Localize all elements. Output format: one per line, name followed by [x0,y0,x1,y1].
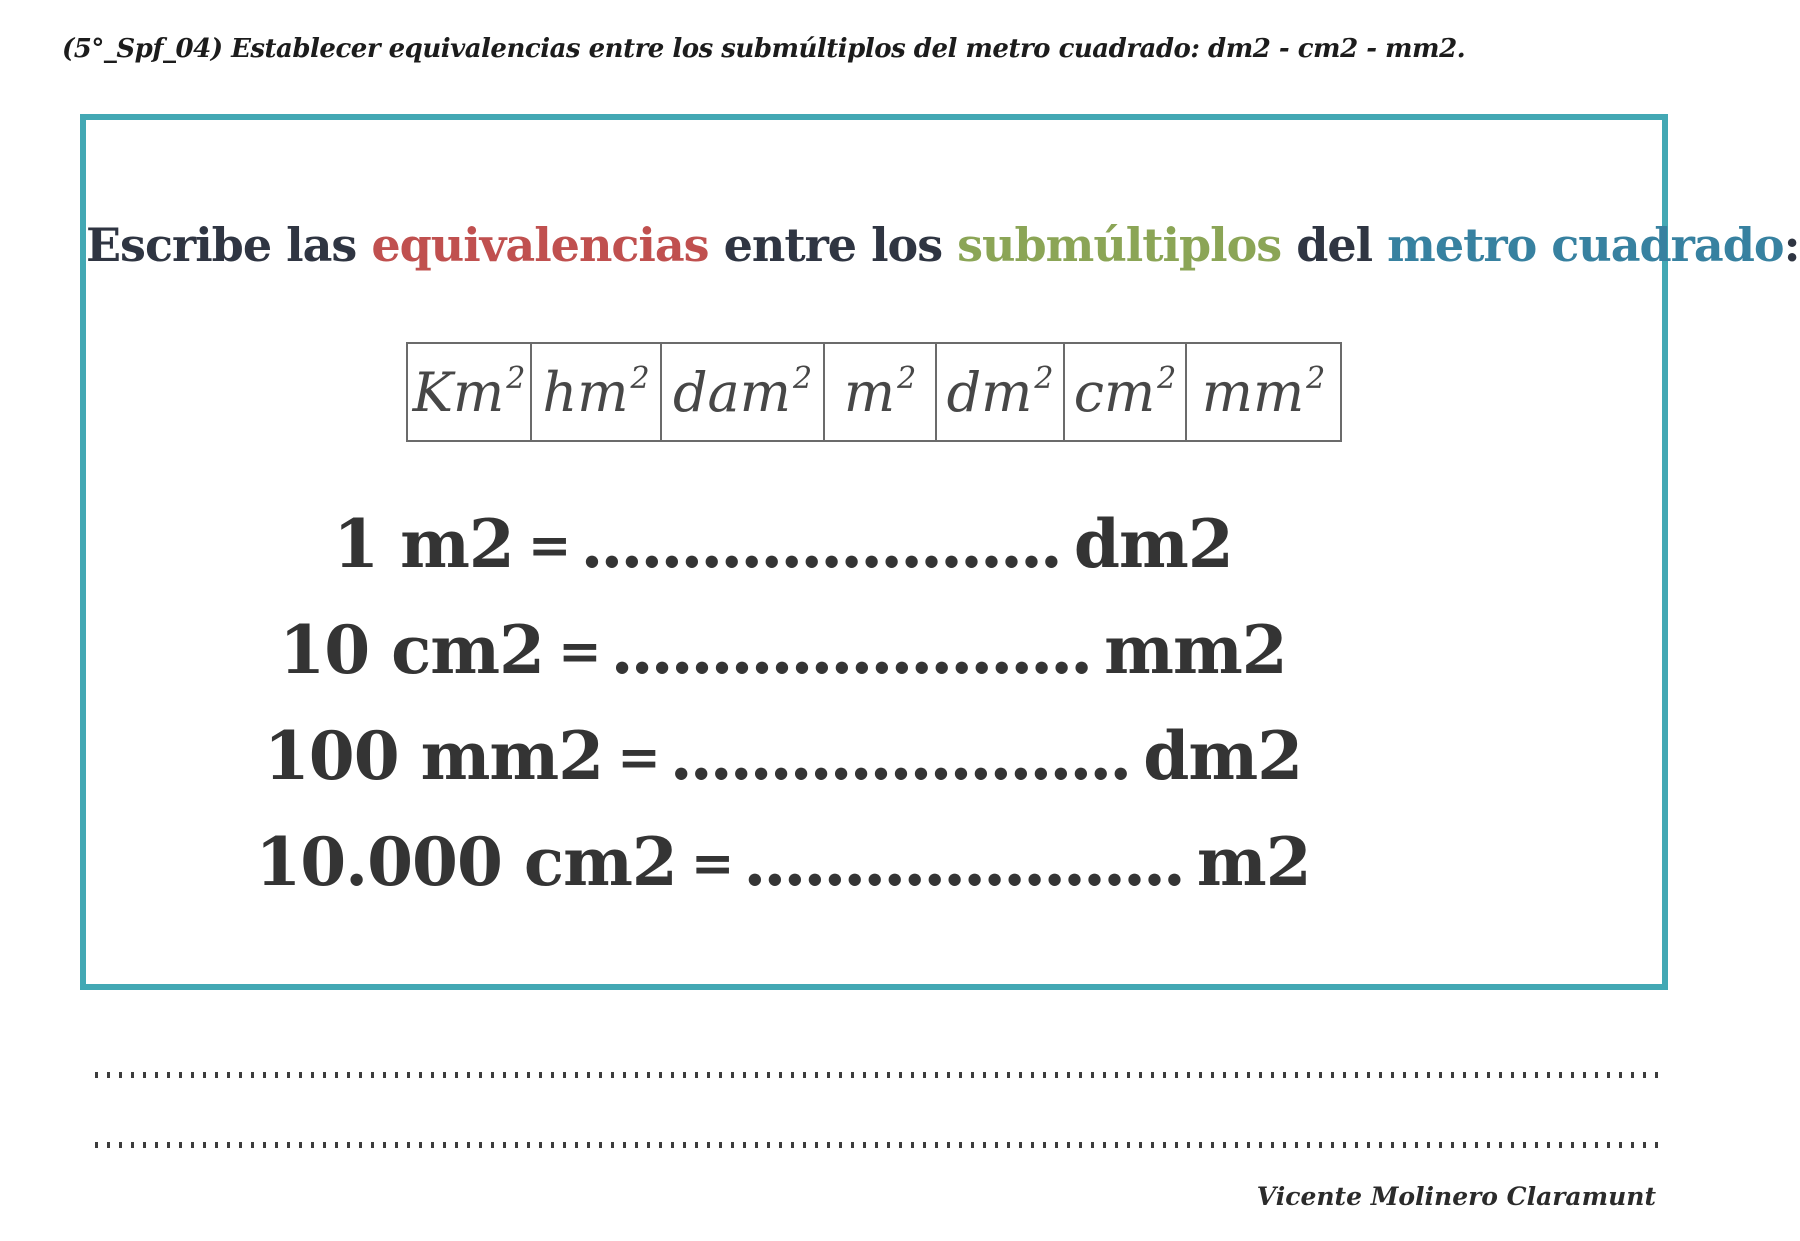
title-part-submultiplos: submúltiplos [957,218,1282,272]
equation-row-2 [86,598,1480,704]
unit-exponent: 2 [1157,360,1177,396]
author-signature: Vicente Molinero Claramunt [1256,1182,1656,1211]
units-table [86,342,1662,442]
worksheet-frame [80,114,1800,990]
worksheet-title [86,216,1800,274]
unit-label: mm [1201,360,1305,424]
assignment-code-title: (5°_Spf_04) Establecer equivalencias entre los submúltiplos del metro cuadrado: dm2 - cm2 - mm2. [62,34,1466,64]
equation-lhs: 10.000 cm2 [255,823,677,901]
equation-row-3 [86,704,1480,810]
title-part-3: entre los [708,218,958,272]
answer-blank-dots[interactable]: ....................... [669,717,1130,795]
equation-lhs: 100 mm2 [263,717,604,795]
answer-blank-dots[interactable]: ........................ [580,505,1060,583]
title-part-5: del [1281,218,1388,272]
equation-lhs: 10 cm2 [279,611,545,689]
unit-exponent: 2 [792,360,813,396]
unit-cell-mm2 [1187,344,1340,440]
unit-label: hm [542,360,629,424]
equals-sign: = [558,621,601,682]
unit-exponent: 2 [506,360,526,396]
equations-block [86,492,1480,916]
title-part-1: Escribe las [86,218,372,272]
equation-rhs: mm2 [1104,611,1287,689]
equals-sign: = [527,515,571,576]
equation-rhs: dm2 [1143,717,1303,795]
title-part-equivalencias: equivalencias [371,218,709,272]
unit-exponent: 2 [1034,360,1054,396]
equals-sign: = [617,727,660,788]
unit-label: cm [1073,360,1156,424]
equation-lhs: 1 m2 [333,505,514,583]
unit-exponent: 2 [1306,360,1326,396]
unit-cell-dm2 [937,344,1065,440]
answer-line-1[interactable] [95,1072,1660,1078]
unit-cell-cm2 [1065,344,1187,440]
equals-sign: = [690,833,734,894]
title-part-colon: : [1783,218,1800,272]
equation-rhs: m2 [1196,823,1311,901]
unit-label: m [843,360,896,424]
unit-label: Km [412,360,505,424]
equation-row-4 [86,810,1480,916]
unit-exponent: 2 [897,360,917,396]
unit-exponent: 2 [630,360,650,396]
answer-blank-dots[interactable]: ...................... [743,823,1183,901]
equation-rhs: dm2 [1073,505,1233,583]
unit-cell-dam2 [662,344,825,440]
answer-blank-dots[interactable]: ........................ [610,611,1091,689]
unit-label: dam [672,360,791,424]
unit-label: dm [946,360,1033,424]
title-part-metro-cuadrado: metro cuadrado [1387,218,1784,272]
equation-row-1 [86,492,1480,598]
unit-cell-km2 [408,344,532,440]
unit-cell-hm2 [532,344,662,440]
unit-cell-m2 [825,344,937,440]
units-row [406,342,1342,442]
answer-line-2[interactable] [95,1142,1660,1148]
